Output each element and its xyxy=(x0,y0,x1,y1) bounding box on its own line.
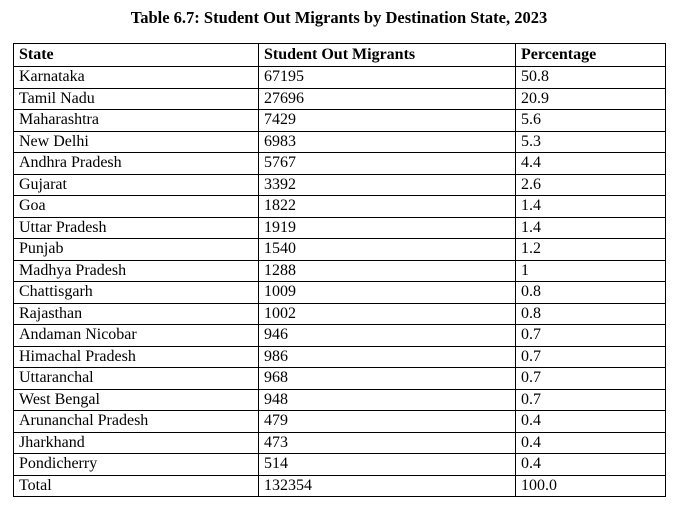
table-row xyxy=(14,346,666,368)
migrants-cell: 1002 xyxy=(259,303,516,325)
migrants-cell: 948 xyxy=(259,389,516,411)
total-label: Total xyxy=(14,475,259,497)
percentage-cell: 0.4 xyxy=(516,454,666,476)
column-header-state: State xyxy=(14,44,259,67)
state-cell: Tamil Nadu xyxy=(14,88,259,110)
state-cell: Andhra Pradesh xyxy=(14,153,259,175)
percentage-cell: 4.4 xyxy=(516,153,666,175)
table-row xyxy=(14,368,666,390)
state-cell: Chattisgarh xyxy=(14,282,259,304)
table-row xyxy=(14,153,666,175)
table-row xyxy=(14,325,666,347)
migrants-cell: 6983 xyxy=(259,131,516,153)
table-body xyxy=(14,67,666,476)
percentage-cell: 20.9 xyxy=(516,88,666,110)
header-row xyxy=(14,44,666,67)
percentage-cell: 1.4 xyxy=(516,196,666,218)
state-cell: Himachal Pradesh xyxy=(14,346,259,368)
table-row xyxy=(14,88,666,110)
table-row xyxy=(14,239,666,261)
table-row xyxy=(14,131,666,153)
table-row xyxy=(14,67,666,89)
percentage-cell: 5.3 xyxy=(516,131,666,153)
migrants-cell: 1822 xyxy=(259,196,516,218)
migrants-table xyxy=(13,43,666,497)
total-migrants: 132354 xyxy=(259,475,516,497)
migrants-cell: 1009 xyxy=(259,282,516,304)
percentage-cell: 1.2 xyxy=(516,239,666,261)
percentage-cell: 0.8 xyxy=(516,303,666,325)
table-row xyxy=(14,411,666,433)
state-cell: Arunanchal Pradesh xyxy=(14,411,259,433)
state-cell: New Delhi xyxy=(14,131,259,153)
state-cell: Gujarat xyxy=(14,174,259,196)
table-row xyxy=(14,303,666,325)
table-row xyxy=(14,110,666,132)
table-row xyxy=(14,196,666,218)
percentage-cell: 0.7 xyxy=(516,389,666,411)
table-caption: Table 6.7: Student Out Migrants by Destination State, 2023 xyxy=(130,8,548,27)
table-row xyxy=(14,174,666,196)
migrants-cell: 986 xyxy=(259,346,516,368)
migrants-cell: 27696 xyxy=(259,88,516,110)
percentage-cell: 1.4 xyxy=(516,217,666,239)
migrants-cell: 67195 xyxy=(259,67,516,89)
table-row xyxy=(14,282,666,304)
state-cell: Madhya Pradesh xyxy=(14,260,259,282)
percentage-cell: 50.8 xyxy=(516,67,666,89)
state-cell: Maharashtra xyxy=(14,110,259,132)
percentage-cell: 0.7 xyxy=(516,346,666,368)
state-cell: Karnataka xyxy=(14,67,259,89)
percentage-cell: 0.4 xyxy=(516,411,666,433)
percentage-cell: 0.4 xyxy=(516,432,666,454)
table-row xyxy=(14,217,666,239)
state-cell: Goa xyxy=(14,196,259,218)
state-cell: Jharkhand xyxy=(14,432,259,454)
migrants-cell: 479 xyxy=(259,411,516,433)
percentage-cell: 0.8 xyxy=(516,282,666,304)
migrants-cell: 968 xyxy=(259,368,516,390)
state-cell: Punjab xyxy=(14,239,259,261)
migrants-cell: 7429 xyxy=(259,110,516,132)
migrants-cell: 946 xyxy=(259,325,516,347)
state-cell: Andaman Nicobar xyxy=(14,325,259,347)
percentage-cell: 0.7 xyxy=(516,325,666,347)
migrants-cell: 473 xyxy=(259,432,516,454)
state-cell: Uttar Pradesh xyxy=(14,217,259,239)
total-percentage: 100.0 xyxy=(516,475,666,497)
migrants-cell: 5767 xyxy=(259,153,516,175)
migrants-cell: 1288 xyxy=(259,260,516,282)
percentage-cell: 2.6 xyxy=(516,174,666,196)
migrants-cell: 514 xyxy=(259,454,516,476)
state-cell: Uttaranchal xyxy=(14,368,259,390)
column-header-percentage: Percentage xyxy=(516,44,666,67)
total-row xyxy=(14,475,666,497)
state-cell: Pondicherry xyxy=(14,454,259,476)
table-row xyxy=(14,432,666,454)
table-row xyxy=(14,389,666,411)
migrants-cell: 3392 xyxy=(259,174,516,196)
table-row xyxy=(14,260,666,282)
percentage-cell: 0.7 xyxy=(516,368,666,390)
state-cell: West Bengal xyxy=(14,389,259,411)
percentage-cell: 5.6 xyxy=(516,110,666,132)
percentage-cell: 1 xyxy=(516,260,666,282)
migrants-cell: 1919 xyxy=(259,217,516,239)
table-row xyxy=(14,454,666,476)
state-cell: Rajasthan xyxy=(14,303,259,325)
migrants-cell: 1540 xyxy=(259,239,516,261)
column-header-student-out-migrants: Student Out Migrants xyxy=(259,44,516,67)
